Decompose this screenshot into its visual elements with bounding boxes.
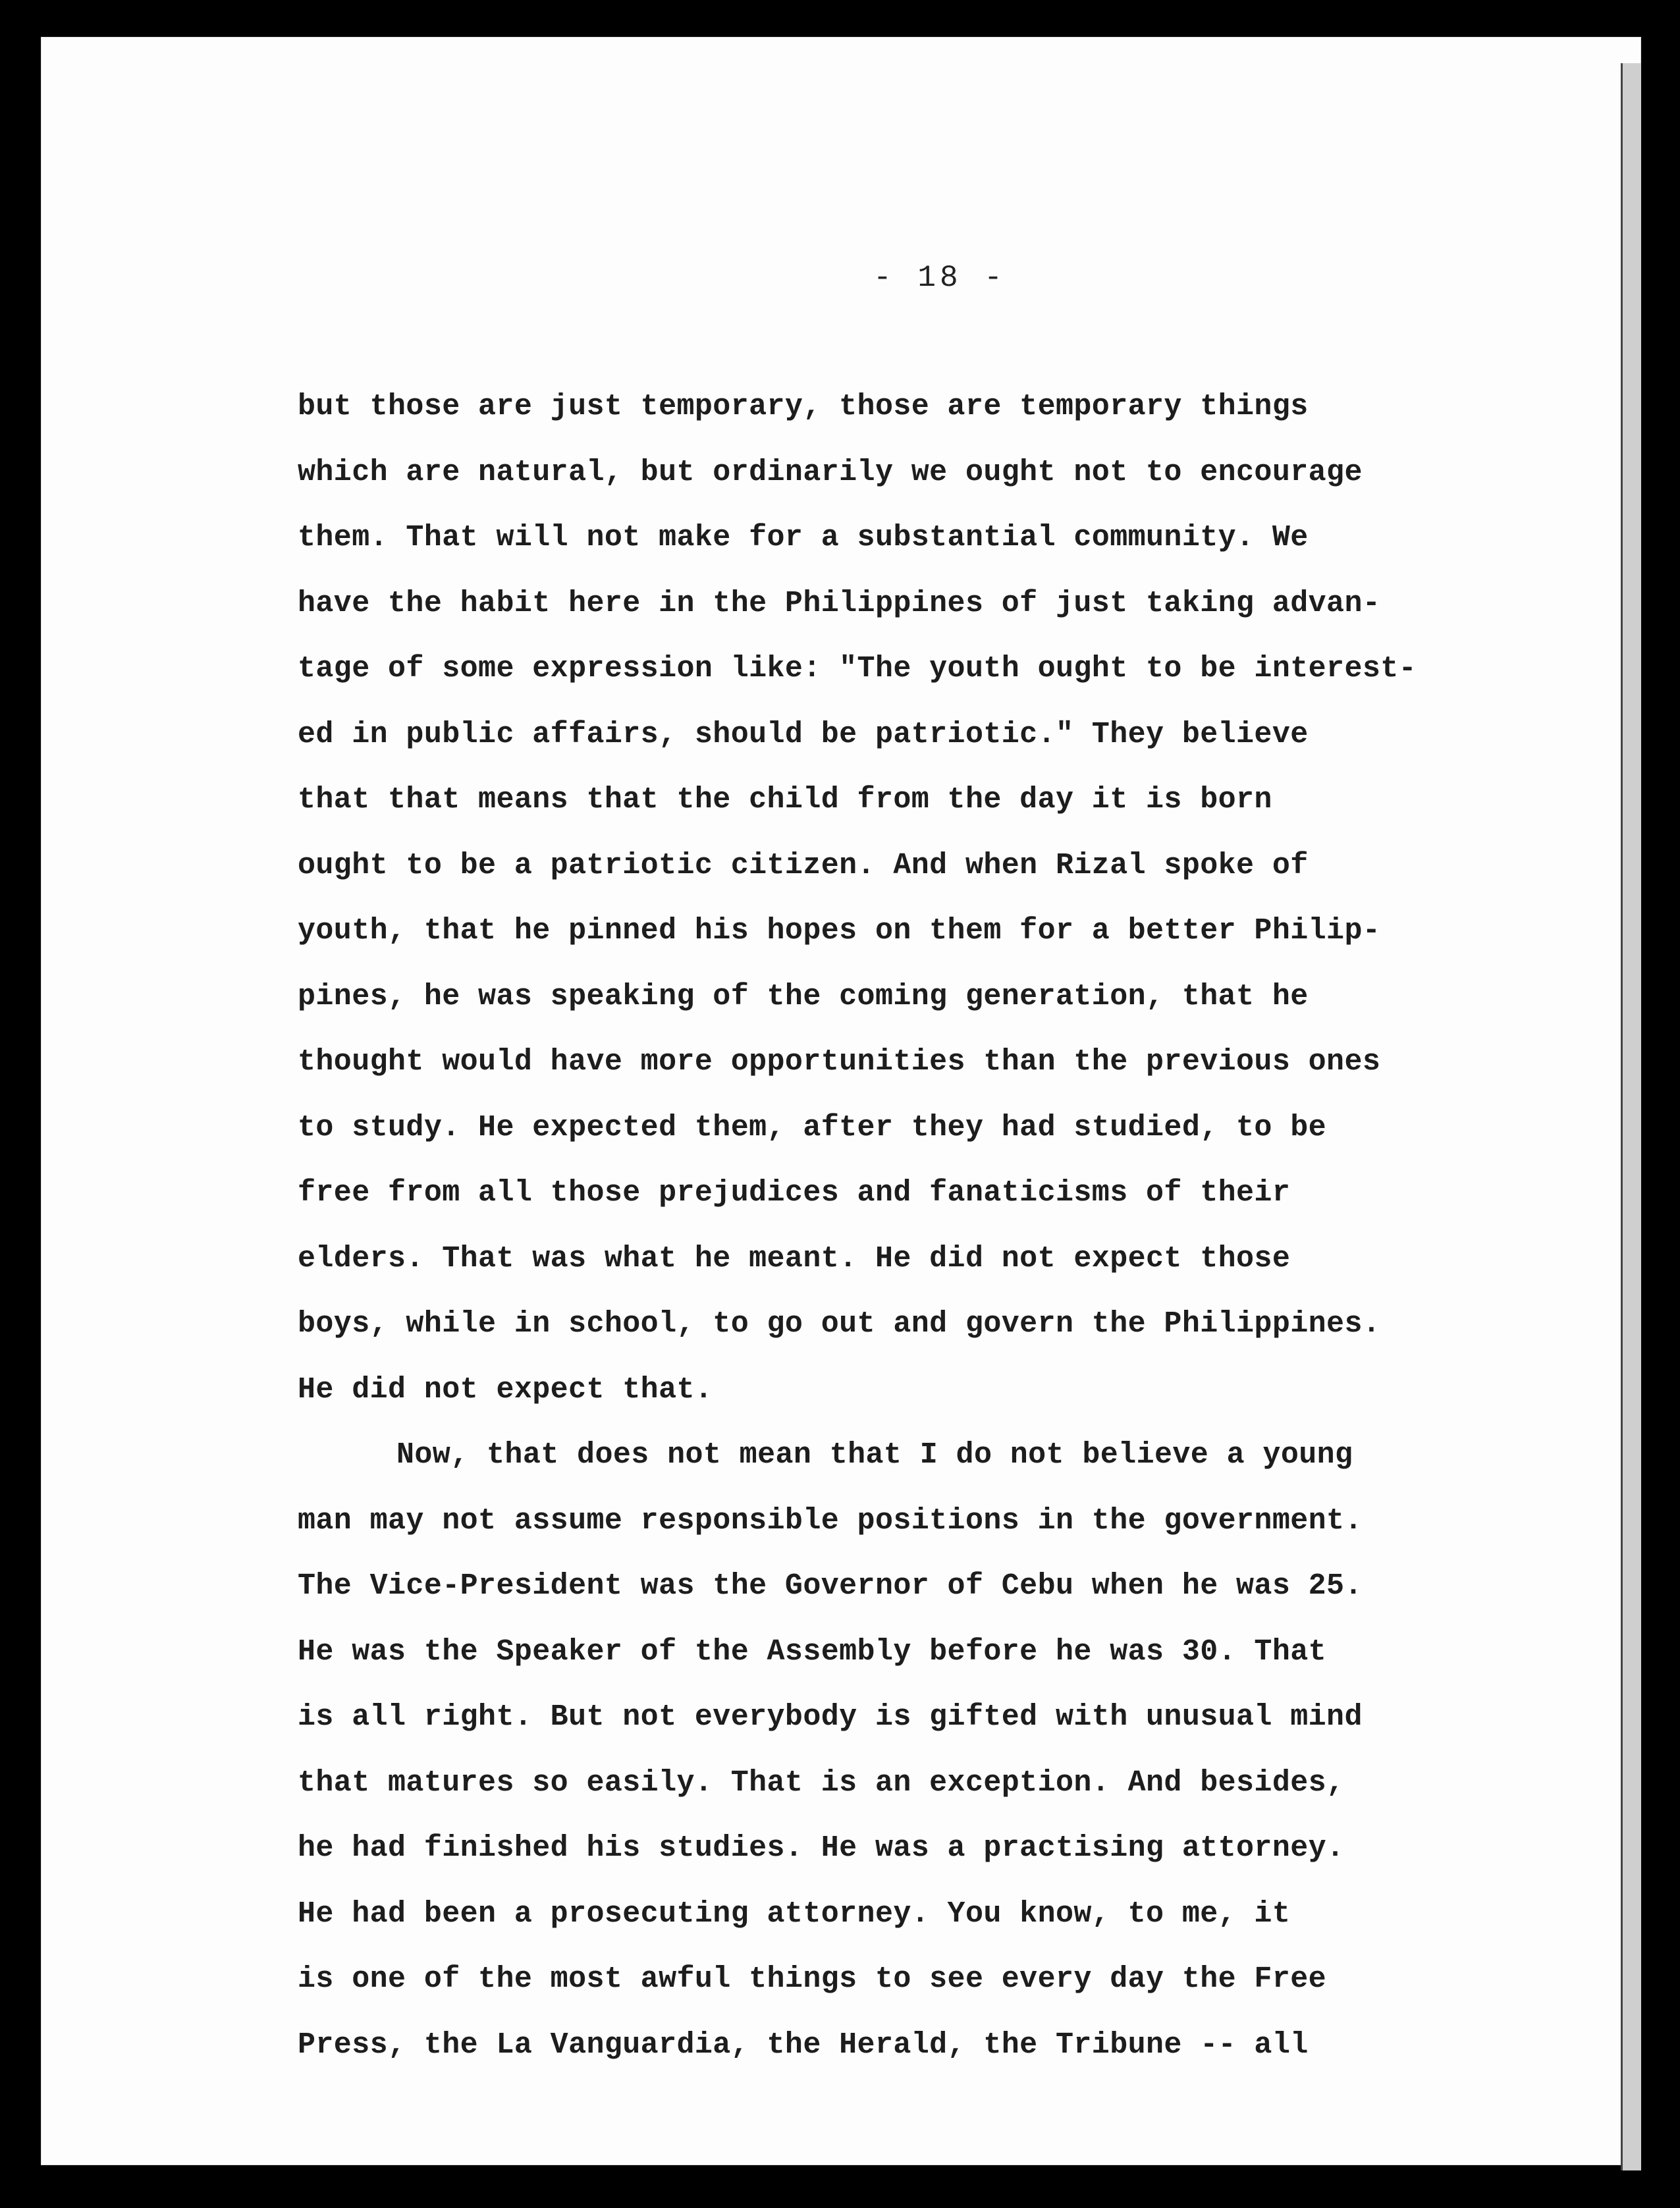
text-line: The Vice-President was the Governor of Cebu when he was 25. xyxy=(298,1569,1363,1603)
paragraph-1 xyxy=(298,374,1602,1422)
page-edge-shadow xyxy=(1621,63,1641,2170)
text-line: He was the Speaker of the Assembly before he was 30. That xyxy=(298,1634,1327,1669)
text-line: that matures so easily. That is an exception. And besides, xyxy=(298,1765,1345,1800)
text-line: them. That will not make for a substantial community. We xyxy=(298,521,1309,554)
text-line: boys, while in school, to go out and govern the Philippines. xyxy=(298,1307,1381,1341)
body-text xyxy=(298,374,1602,2078)
text-line: is one of the most awful things to see every day the Free xyxy=(298,1962,1327,1996)
page-number: - 18 - xyxy=(873,261,1006,295)
text-line: but those are just temporary, those are temporary things xyxy=(298,390,1309,423)
text-line: Press, the La Vanguardia, the Herald, the Tribune -- all xyxy=(298,2028,1309,2062)
document-page xyxy=(41,37,1641,2165)
text-line: to study. He expected them, after they had studied, to be xyxy=(298,1110,1327,1144)
text-line: youth, that he pinned his hopes on them for a better Philip- xyxy=(298,914,1381,948)
text-line: tage of some expression like: "The youth ought to be interest- xyxy=(298,652,1417,686)
text-line: is all right. But not everybody is gifted with unusual mind xyxy=(298,1700,1363,1734)
text-line: pines, he was speaking of the coming generation, that he xyxy=(298,979,1309,1013)
text-line: ought to be a patriotic citizen. And when Rizal spoke of xyxy=(298,848,1309,882)
text-line: He had been a prosecuting attorney. You know, to me, it xyxy=(298,1897,1291,1931)
text-line: man may not assume responsible positions in the government. xyxy=(298,1503,1363,1538)
text-line: have the habit here in the Philippines of just taking advan- xyxy=(298,586,1381,620)
paragraph-2 xyxy=(298,1422,1602,2078)
text-line: thought would have more opportunities than the previous ones xyxy=(298,1045,1381,1079)
text-line: He did not expect that. xyxy=(298,1372,713,1407)
text-line: which are natural, but ordinarily we ought not to encourage xyxy=(298,455,1363,489)
text-line: he had finished his studies. He was a practising attorney. xyxy=(298,1831,1345,1865)
text-line: ed in public affairs, should be patriotic." They believe xyxy=(298,717,1309,751)
text-line: Now, that does not mean that I do not believe a young xyxy=(396,1438,1353,1472)
text-line: that that means that the child from the day it is born xyxy=(298,783,1272,817)
text-line: elders. That was what he meant. He did not expect those xyxy=(298,1241,1291,1276)
text-line: free from all those prejudices and fanaticisms of their xyxy=(298,1176,1291,1210)
